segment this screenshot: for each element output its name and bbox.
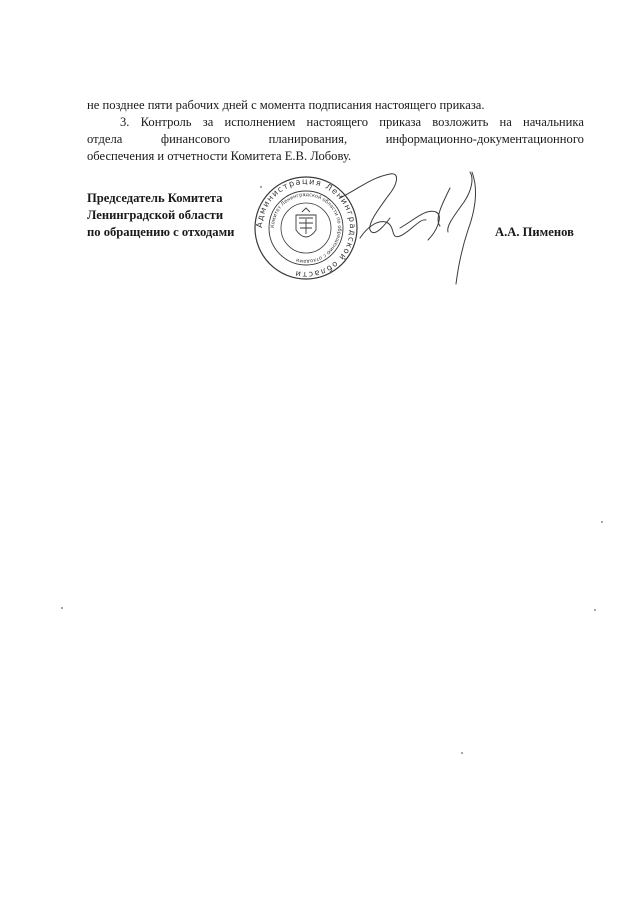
scan-speck bbox=[461, 752, 463, 754]
scan-speck bbox=[61, 607, 63, 609]
word: планирования, bbox=[268, 132, 348, 146]
position-line: Председатель Комитета bbox=[87, 191, 223, 205]
handwritten-signature bbox=[340, 172, 475, 284]
paragraph-continuation bbox=[87, 97, 584, 114]
signatory-name: А.А. Пименов bbox=[495, 225, 574, 239]
paragraph-3-line-2 bbox=[87, 131, 584, 148]
word: информационно-документационного bbox=[385, 132, 584, 146]
word: на bbox=[499, 115, 512, 129]
position-line: Ленинградской области bbox=[87, 208, 224, 222]
seal-outer-text: Администрация Ленинградской области bbox=[253, 175, 359, 281]
scan-speck bbox=[594, 609, 596, 611]
word: Контроль bbox=[140, 115, 192, 129]
official-seal-and-signature bbox=[250, 168, 500, 288]
word: приказа bbox=[379, 115, 422, 129]
word: исполнением bbox=[224, 115, 296, 129]
seal-inner-text: Комитет Ленинградской области по обращению с отходами bbox=[269, 191, 343, 265]
text-line: не позднее пяти рабочих дней с момента подписания настоящего приказа. bbox=[87, 98, 485, 112]
word: за bbox=[202, 115, 214, 129]
word: финансового bbox=[160, 132, 231, 146]
coat-of-arms-icon bbox=[296, 208, 316, 237]
paragraph-3-line-1 bbox=[87, 114, 584, 131]
scan-speck bbox=[260, 186, 262, 188]
word: 3. bbox=[120, 115, 130, 129]
paragraph-3-line-3: обеспечения и отчетности Комитета Е.В. Лобову. bbox=[87, 149, 352, 163]
scan-speck bbox=[601, 521, 603, 523]
position-line: по обращению с отходами bbox=[87, 225, 235, 239]
signatory-position bbox=[87, 190, 234, 241]
word: возложить bbox=[432, 115, 489, 129]
word: настоящего bbox=[306, 115, 369, 129]
word: начальника bbox=[523, 115, 584, 129]
word: отдела bbox=[87, 132, 123, 146]
paragraph-3 bbox=[87, 114, 584, 165]
